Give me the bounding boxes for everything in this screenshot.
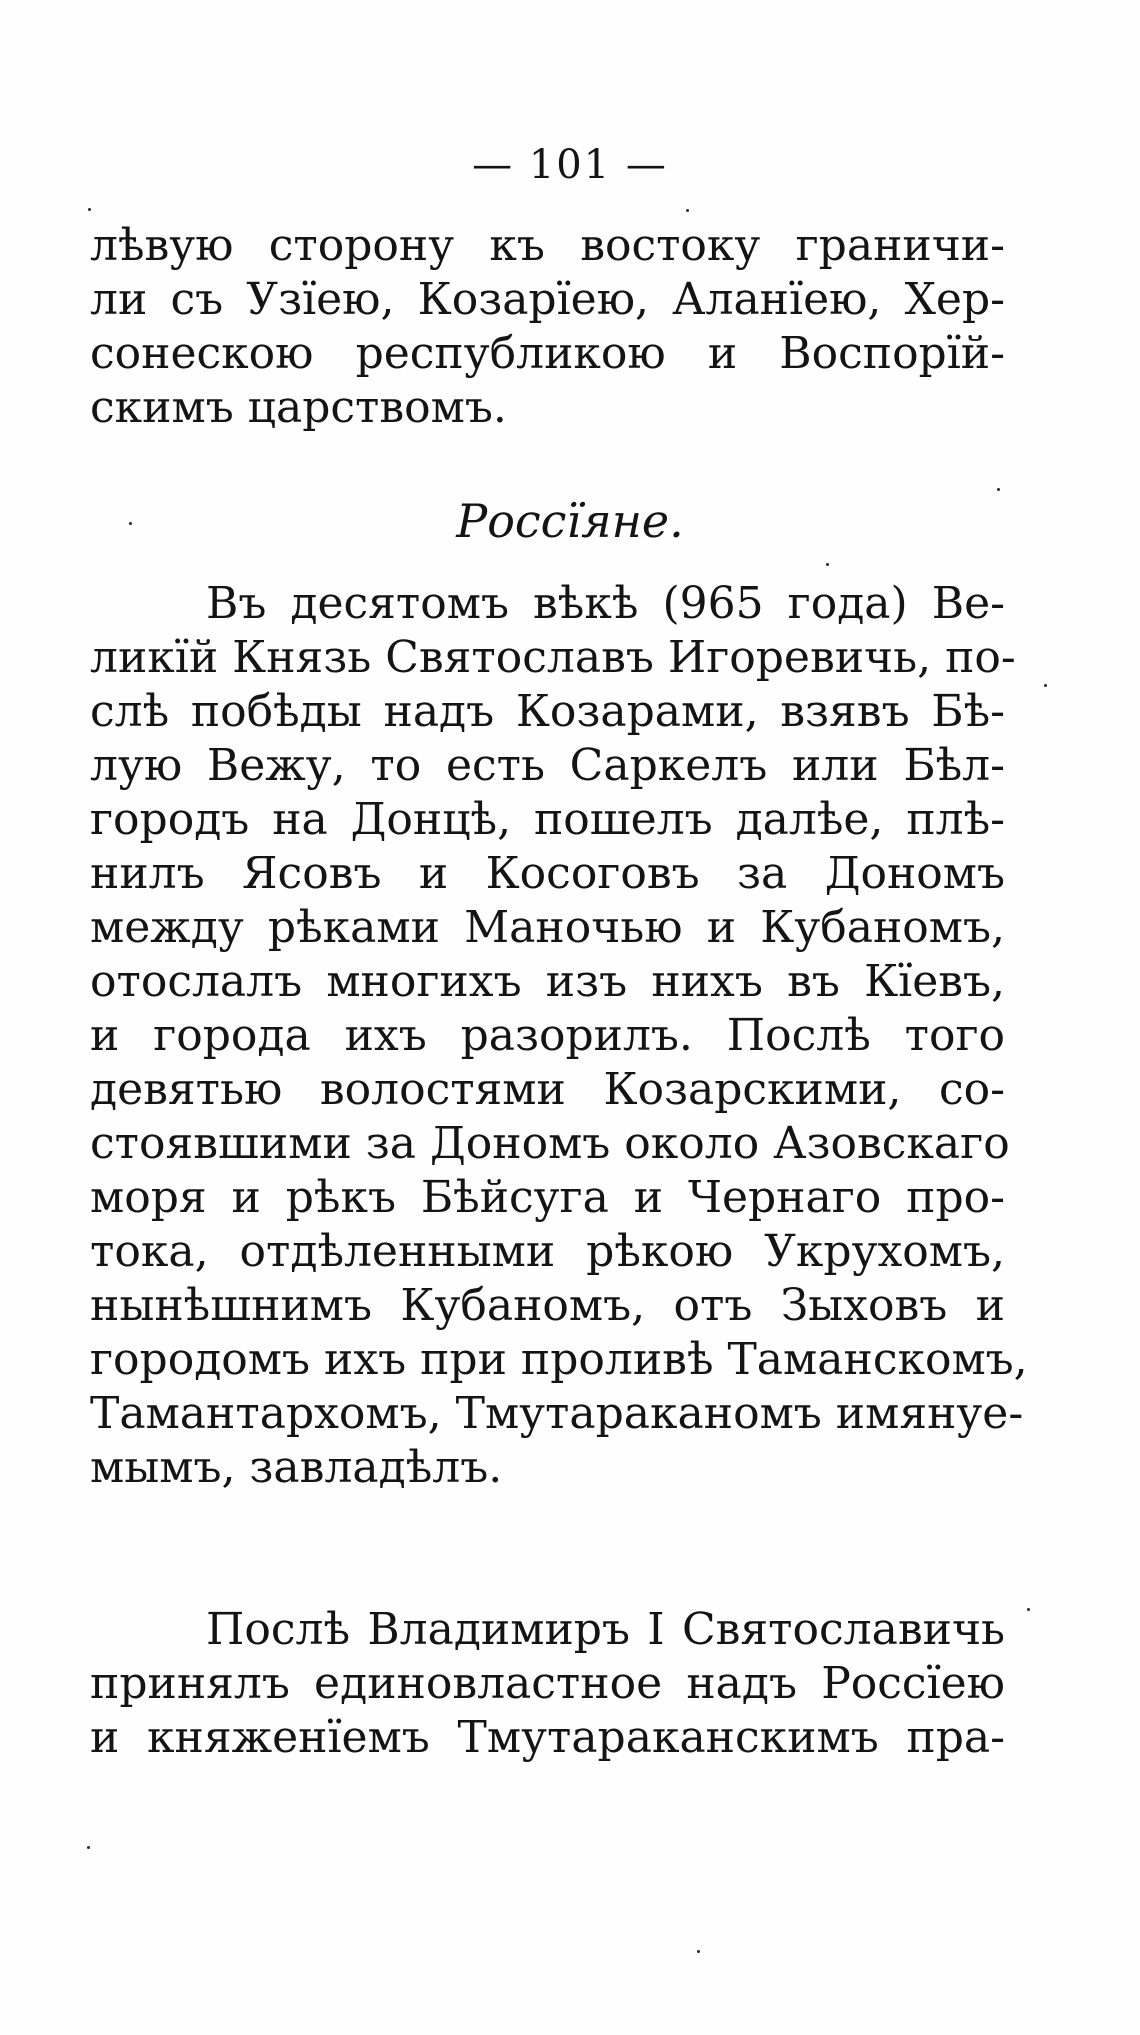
- ink-speck: [88, 208, 91, 211]
- text-line: Тамантархомъ, Тмутараканомъ имянуе-: [90, 1388, 1024, 1439]
- paragraph-two: [90, 1603, 1005, 1765]
- ink-speck: [129, 522, 132, 525]
- text-line: Въ десятомъ вѣкѣ (965 года) Ве-: [206, 578, 1005, 629]
- paragraph-one: [90, 577, 1028, 1495]
- text-line: ли съ Узїею, Козарїею, Аланїею, Хер-: [90, 274, 1005, 325]
- text-line: сонескою республикою и Воспорїй-: [90, 328, 1005, 379]
- text-line: лѣвую сторону къ востоку граничи-: [90, 220, 1005, 271]
- text-line: и города ихъ разорилъ. Послѣ того: [90, 1010, 1005, 1061]
- ink-speck: [1027, 1608, 1030, 1611]
- text-line: и княженїемъ Тмутараканскимъ пра-: [90, 1712, 1005, 1763]
- section-title: Россїяне.: [456, 494, 684, 548]
- text-line: отослалъ многихъ изъ нихъ въ Кїевъ,: [90, 956, 1005, 1007]
- ink-speck: [87, 1846, 90, 1849]
- text-line: нилъ Ясовъ и Косоговъ за Дономъ: [90, 848, 1005, 899]
- text-line: ликїй Князь Святославъ Игоревичь, по-: [90, 632, 1016, 683]
- text-line: городъ на Донцѣ, пошелъ далѣе, плѣ-: [90, 794, 1005, 845]
- intro-paragraph: [90, 219, 1005, 435]
- text-line: лую Вежу, то есть Саркелъ или Бѣл-: [90, 740, 1005, 791]
- text-line: принялъ единовластное надъ Россїею: [90, 1658, 1005, 1709]
- text-line: нынѣшнимъ Кубаномъ, отъ Зыховъ и: [90, 1280, 1005, 1331]
- text-line: тока, отдѣленными рѣкою Укрухомъ,: [90, 1226, 1005, 1277]
- text-line: скимъ царствомъ.: [90, 382, 507, 433]
- text-line: слѣ побѣды надъ Козарами, взявъ Бѣ-: [90, 686, 1005, 737]
- ink-speck: [1044, 684, 1047, 687]
- ink-speck: [697, 1950, 700, 1953]
- text-line: между рѣками Маночью и Кубаномъ,: [90, 902, 1005, 953]
- ink-speck: [997, 488, 1000, 491]
- ink-speck: [826, 563, 829, 566]
- page-number-header: — 101 —: [472, 142, 668, 188]
- text-line: городомъ ихъ при проливѣ Таманскомъ,: [90, 1334, 1028, 1385]
- ink-speck: [686, 209, 689, 212]
- text-line: моря и рѣкъ Бѣйсуга и Чернаго про-: [90, 1172, 1005, 1223]
- text-line: девятью волостями Козарскими, со-: [90, 1064, 1005, 1115]
- text-line: Послѣ Владимиръ I Святославичь: [206, 1604, 1005, 1655]
- text-line: стоявшими за Дономъ около Азовскаго: [90, 1118, 1010, 1169]
- text-line: мымъ, завладѣлъ.: [90, 1442, 503, 1493]
